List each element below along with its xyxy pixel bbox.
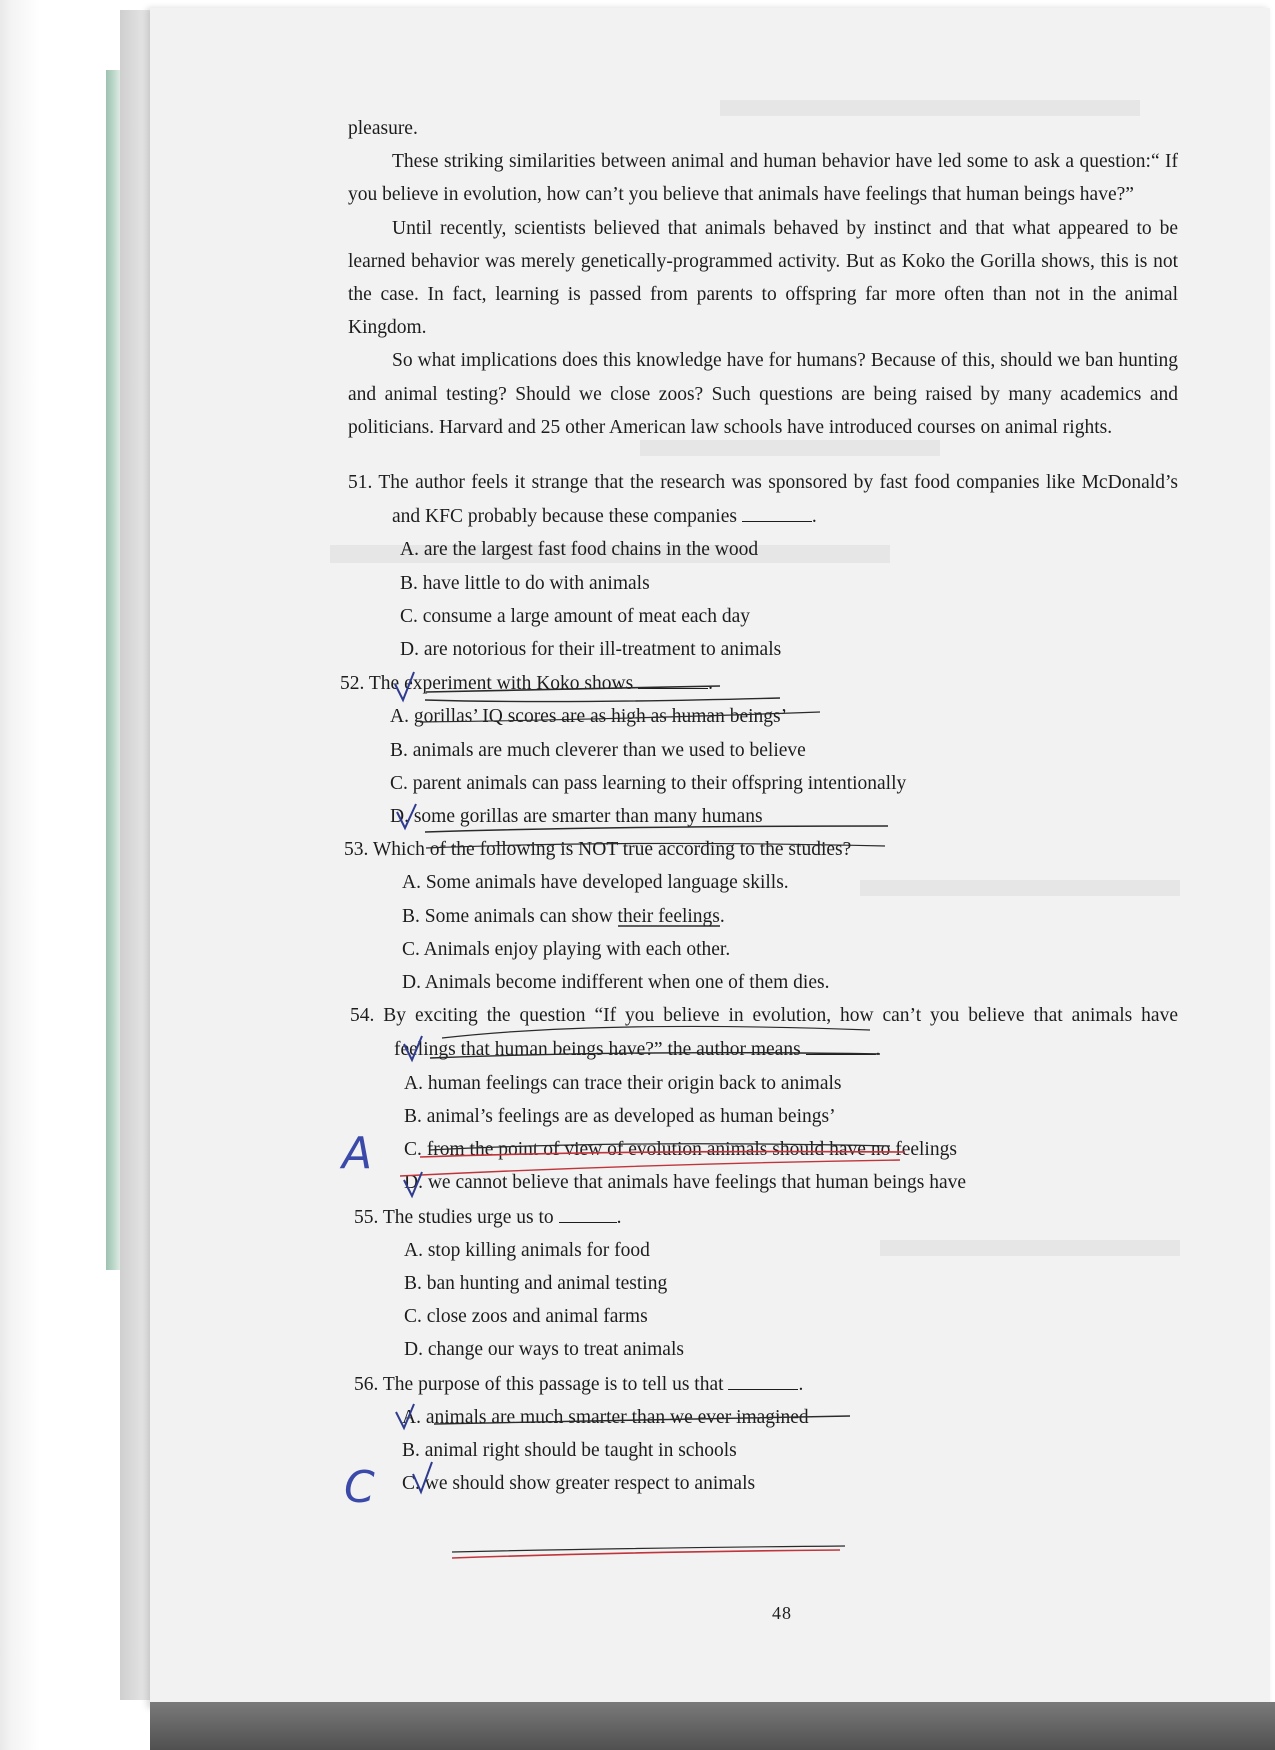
question-stem-text: 55. The studies urge us to	[354, 1206, 554, 1228]
question-52	[340, 666, 1178, 833]
handwritten-answer-56: C	[344, 1462, 375, 1513]
option-c: C. from the point of view of evolution animals should have no feelings	[404, 1139, 957, 1161]
option-c: C. parent animals can pass learning to their offspring intentionally	[390, 772, 907, 794]
answer-blank	[806, 1032, 876, 1055]
option-d: D. change our ways to treat animals	[404, 1339, 684, 1361]
option-a: A. Some animals have developed language skills.	[402, 872, 789, 894]
option-d: D. are notorious for their ill-treatment to animals	[400, 639, 782, 661]
option-d: D. we cannot believe that animals have feelings that human beings have	[404, 1172, 967, 1194]
question-stem-text: 56. The purpose of this passage is to tell us that	[354, 1373, 724, 1395]
option-d: D. Animals become indifferent when one of them dies.	[402, 972, 830, 994]
passage-paragraph: Until recently, scientists believed that animals behaved by instinct and that what appeared to be learned behavior was merely genetically-programmed activity. But as Koko the Gorilla shows, this is not the case. In fact, learning is passed from parents to offspring far more often than not in the animal Kingdom.	[348, 217, 1178, 339]
question-stem	[354, 1200, 1178, 1234]
option-b: B. have little to do with animals	[400, 572, 650, 594]
question-stem	[350, 999, 1178, 1066]
option-b: B. animal right should be taught in schools	[402, 1439, 737, 1461]
question-stem	[344, 833, 1178, 866]
answer-blank	[638, 666, 708, 689]
question-stem	[354, 1367, 1178, 1401]
stem-end: .	[708, 673, 713, 695]
option-a: A. are the largest fast food chains in the wood	[400, 539, 759, 561]
question-55	[354, 1200, 1178, 1367]
option-d: D. some gorillas are smarter than many humans	[390, 806, 763, 828]
question-51	[348, 466, 1178, 666]
answer-blank	[559, 1200, 617, 1223]
question-stem-text: 54. By exciting the question “If you believe in evolution, how can’t you believe that animals have feelings that human beings have?” the author means	[350, 1005, 1178, 1061]
page-number: 48	[772, 1603, 792, 1623]
handwritten-answer-54: A	[342, 1128, 373, 1179]
option-a: A. human feelings can trace their origin back to animals	[404, 1072, 842, 1094]
stem-end: .	[616, 1206, 622, 1228]
option-b: B. animal’s feelings are as developed as human beings’	[404, 1105, 836, 1127]
question-stem-text: 51. The author feels it strange that the research was sponsored by fast food companies like McDonald’s and KFC probably because these companies	[348, 472, 1178, 528]
stem-end: .	[875, 1039, 881, 1061]
exam-content	[340, 112, 1178, 1500]
option-c: C. close zoos and animal farms	[404, 1306, 648, 1328]
option-a: A. animals are much smarter than we ever imagined	[402, 1406, 809, 1428]
option-b: B. animals are much cleverer than we used to believe	[390, 739, 806, 761]
passage-paragraph: So what implications does this knowledge have for humans? Because of this, should we ban hunting and animal testing? Should we close zoos? Such questions are being raised by many academics and politicians. Harvard and 25 other American law schools have introduced courses on animal rights.	[348, 350, 1178, 438]
passage-paragraph: pleasure.	[348, 118, 418, 139]
question-stem	[340, 666, 1178, 700]
page-gutter-shadow	[120, 10, 154, 1700]
question-stem-text: 53. Which of the following is NOT true according to the studies?	[344, 839, 852, 861]
option-b: B. Some animals can show their feelings.	[402, 905, 725, 927]
option-c: C. Animals enjoy playing with each other.	[402, 938, 731, 960]
option-a: A. gorillas’ IQ scores are as high as human beings’	[390, 706, 788, 728]
option-c: C. consume a large amount of meat each day	[400, 605, 750, 627]
question-stem-text: 52. The experiment with Koko shows	[340, 673, 634, 695]
binding-spine	[106, 70, 120, 1270]
option-b: B. ban hunting and animal testing	[404, 1272, 668, 1294]
question-54	[350, 999, 1178, 1199]
stem-end: .	[811, 506, 817, 528]
answer-blank	[742, 499, 812, 522]
question-56	[354, 1367, 1178, 1501]
question-53	[344, 833, 1178, 999]
passage-paragraph: These striking similarities between animal and human behavior have led some to ask a question:“ If you believe in evolution, how can’t you believe that animals have feelings that human beings have?”	[348, 151, 1178, 206]
option-a: A. stop killing animals for food	[404, 1239, 650, 1261]
section-gap	[348, 444, 1178, 466]
question-stem	[348, 466, 1178, 533]
option-c: C. we should show greater respect to animals	[402, 1473, 756, 1495]
stem-end: .	[798, 1373, 804, 1395]
scan-bottom-shadow	[150, 1702, 1275, 1750]
answer-blank	[728, 1367, 798, 1390]
